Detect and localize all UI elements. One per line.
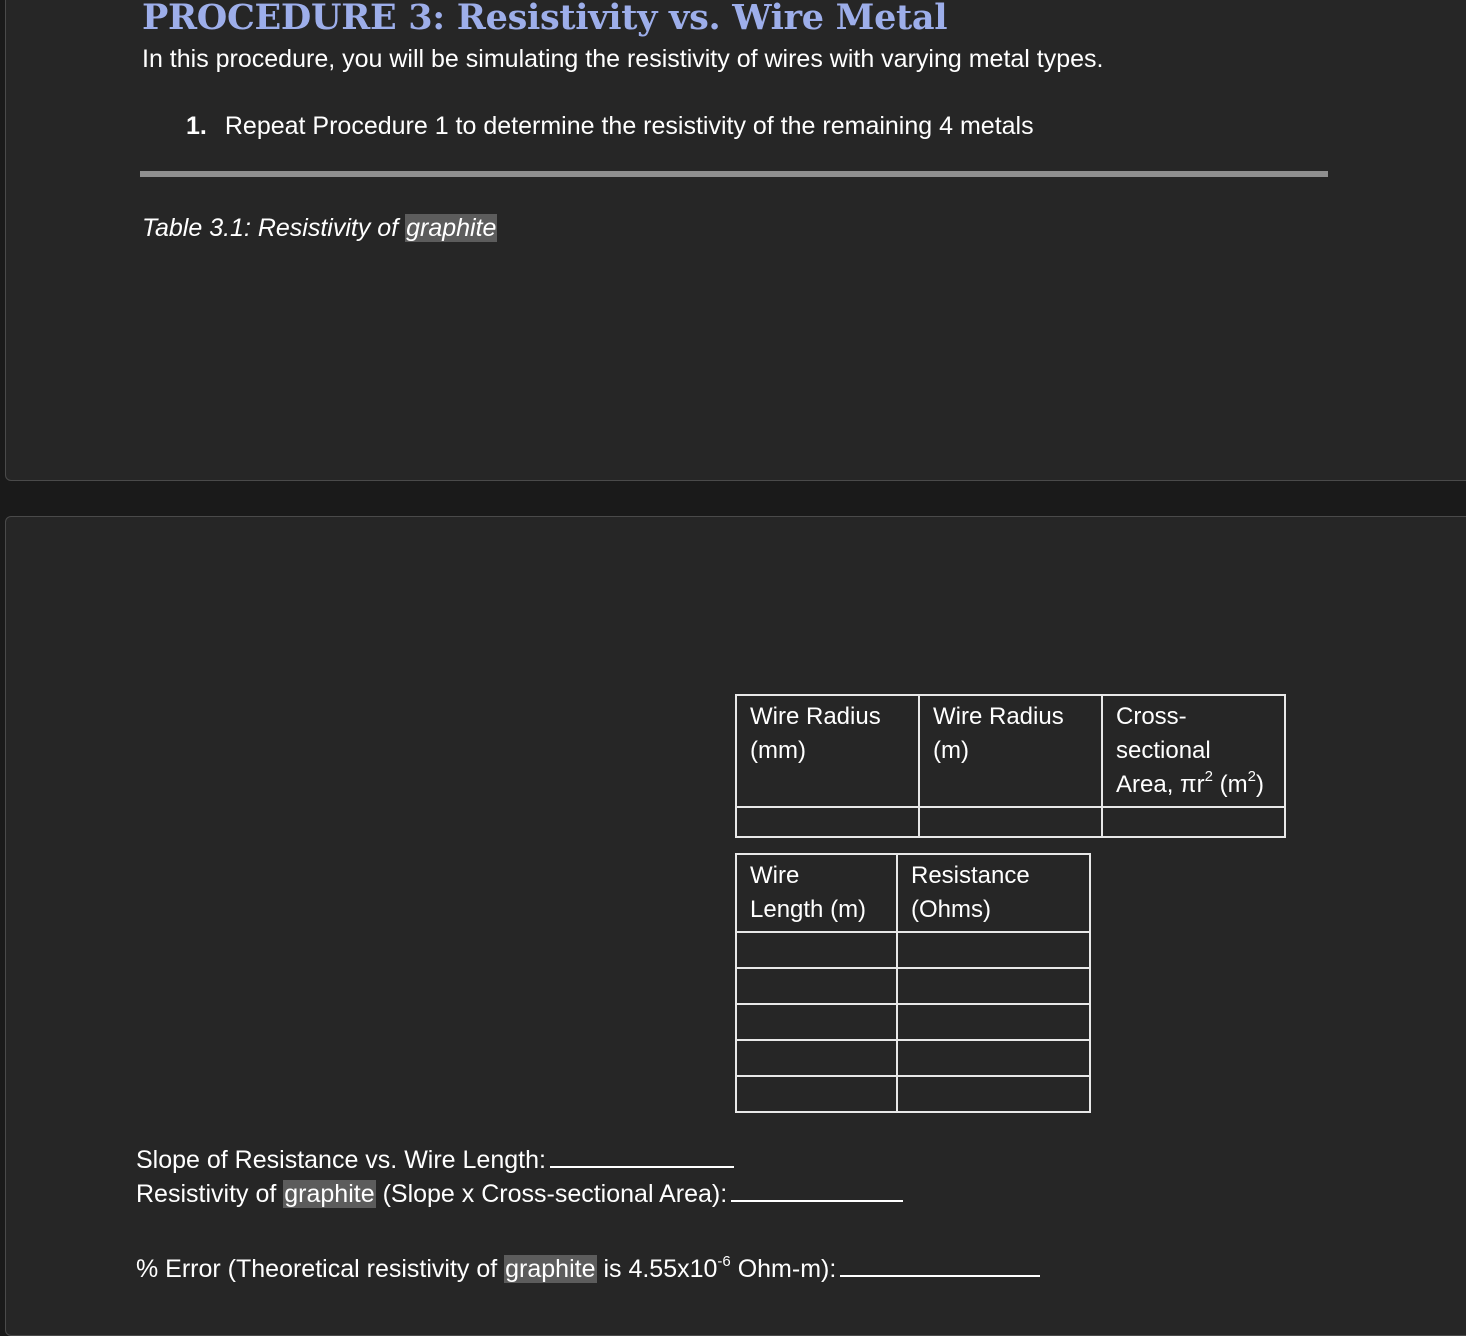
table-cell[interactable]	[897, 1040, 1090, 1076]
step-number: 1.	[186, 112, 207, 140]
header-cross-sectional-area: Cross-sectional Area, $\pi r^2$ $(m^2)$	[1102, 695, 1285, 807]
table-row	[736, 1040, 1090, 1076]
table-cell[interactable]	[736, 1076, 897, 1112]
slope-label: Slope of Resistance vs. Wire Length:	[136, 1146, 546, 1174]
error-blank[interactable]	[840, 1273, 1040, 1277]
radius-table	[735, 694, 1286, 838]
table-cell[interactable]	[1102, 807, 1285, 837]
header-wire-radius-mm: Wire Radius (mm)	[736, 695, 919, 807]
slope-blank[interactable]	[550, 1164, 734, 1168]
resistivity-answer-line: Resistivity of graphite (Slope x Cross-sectional Area):	[136, 1180, 903, 1209]
step-text: Repeat Procedure 1 to determine the resistivity of the remaining 4 metals	[224, 112, 1034, 140]
document-page-1	[5, 0, 1466, 481]
table-cell[interactable]	[919, 807, 1102, 837]
table-caption	[142, 214, 497, 243]
table-cell[interactable]	[897, 1076, 1090, 1112]
procedure-title: PROCEDURE 3: Resistivity vs. Wire Metal	[142, 0, 948, 38]
metal-highlight: graphite	[284, 1180, 375, 1208]
table-row	[736, 1076, 1090, 1112]
step-item	[186, 112, 1034, 141]
length-resistance-table	[735, 853, 1091, 1113]
table-row	[736, 807, 1285, 837]
slope-answer-line	[136, 1146, 734, 1175]
horizontal-rule	[140, 171, 1328, 177]
table-cell[interactable]	[897, 968, 1090, 1004]
procedure-intro: In this procedure, you will be simulating the resistivity of wires with varying metal types.	[142, 45, 1104, 73]
table-cell[interactable]	[897, 932, 1090, 968]
metal-highlight: graphite	[505, 1255, 596, 1283]
table-header-row	[736, 854, 1090, 932]
table-cell[interactable]	[897, 1004, 1090, 1040]
error-answer-line: % Error (Theoretical resistivity of graphite is $4.55x10^{-6}$ Ohm-m):	[136, 1255, 1040, 1284]
resistivity-blank[interactable]	[731, 1198, 903, 1202]
header-resistance: Resistance (Ohms)	[897, 854, 1090, 932]
table-row	[736, 968, 1090, 1004]
table-cell[interactable]	[736, 968, 897, 1004]
table-header-row	[736, 695, 1285, 807]
table-row	[736, 1004, 1090, 1040]
caption-prefix: Table 3.1: Resistivity of	[142, 214, 406, 242]
table-cell[interactable]	[736, 932, 897, 968]
caption-metal-highlight: graphite	[406, 214, 497, 242]
table-cell[interactable]	[736, 1004, 897, 1040]
header-wire-radius-m: Wire Radius (m)	[919, 695, 1102, 807]
table-row	[736, 932, 1090, 968]
table-cell[interactable]	[736, 1040, 897, 1076]
table-cell[interactable]	[736, 807, 919, 837]
header-wire-length: Wire Length (m)	[736, 854, 897, 932]
